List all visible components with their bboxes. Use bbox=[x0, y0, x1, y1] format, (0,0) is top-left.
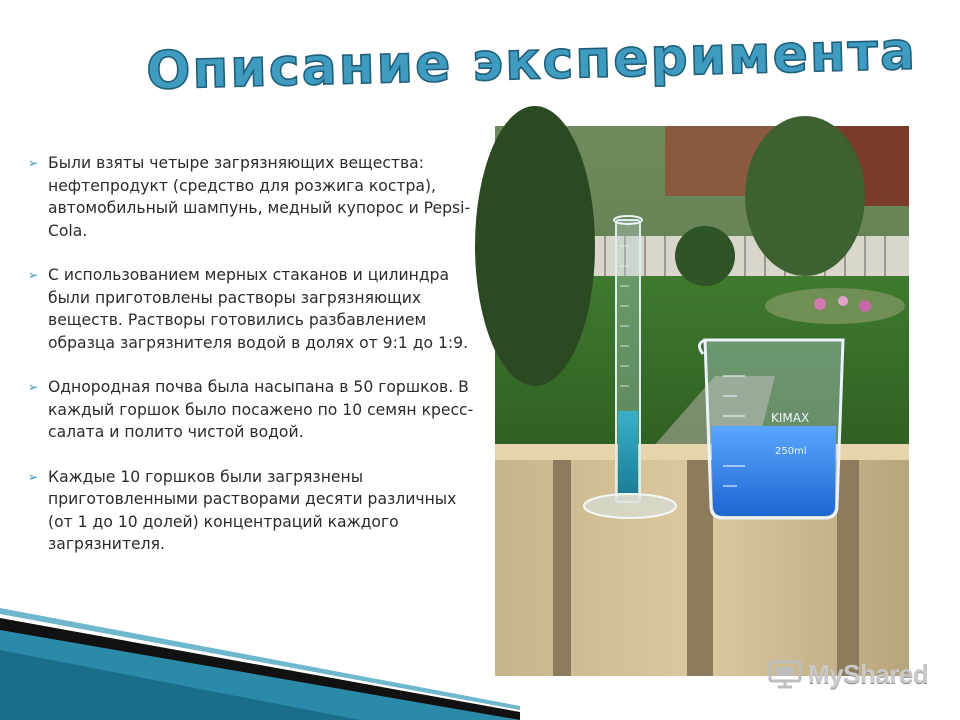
slide-title-graphic bbox=[140, 18, 918, 102]
arrow-bullet-icon: ➢ bbox=[28, 156, 39, 170]
decorative-stripes-graphic bbox=[0, 590, 520, 720]
beaker-volume-label: 250ml bbox=[775, 446, 807, 457]
bullet-item bbox=[28, 152, 478, 242]
presentation-screen-icon bbox=[768, 659, 802, 689]
bullet-item bbox=[28, 376, 478, 444]
bullet-item bbox=[28, 264, 478, 354]
arrow-bullet-icon: ➢ bbox=[28, 268, 39, 282]
beaker-brand-label: KIMAX bbox=[771, 411, 810, 425]
beaker bbox=[699, 340, 843, 518]
experiment-photo-illustration bbox=[495, 126, 909, 676]
slide-title bbox=[140, 18, 918, 102]
bullet-text: Каждые 10 горшков были загрязнены приготовленными растворами десяти различных (от 1 до 10 долей) концентраций каждого загрязнителя. bbox=[48, 467, 457, 553]
bullet-list bbox=[28, 152, 478, 578]
bullet-text: Были взяты четыре загрязняющих вещества: нефтепродукт (средство для розжига костра), автомобильный шампунь, медный купорос и Pepsi-Cola. bbox=[48, 154, 471, 240]
experiment-photo bbox=[495, 126, 909, 676]
arrow-bullet-icon: ➢ bbox=[28, 469, 39, 484]
decorative-stripes bbox=[0, 590, 520, 720]
arrow-bullet-icon: ➢ bbox=[28, 380, 39, 394]
watermark-text: MyShared bbox=[808, 658, 929, 689]
bullet-text: Однородная почва была насыпана в 50 горшков. В каждый горшок было посажено по 10 семян кресс-салата и полито чистой водой. bbox=[48, 378, 474, 441]
bullet-text: С использованием мерных стаканов и цилиндра были приготовлены растворы загрязняющих веществ. Растворы готовились разбавлением образца загрязнителя водой в долях от 9:1 до 1:9. bbox=[48, 266, 469, 352]
watermark bbox=[768, 656, 928, 692]
slide-title-text: Описание эксперимента bbox=[145, 21, 918, 102]
bullet-item bbox=[28, 466, 478, 556]
